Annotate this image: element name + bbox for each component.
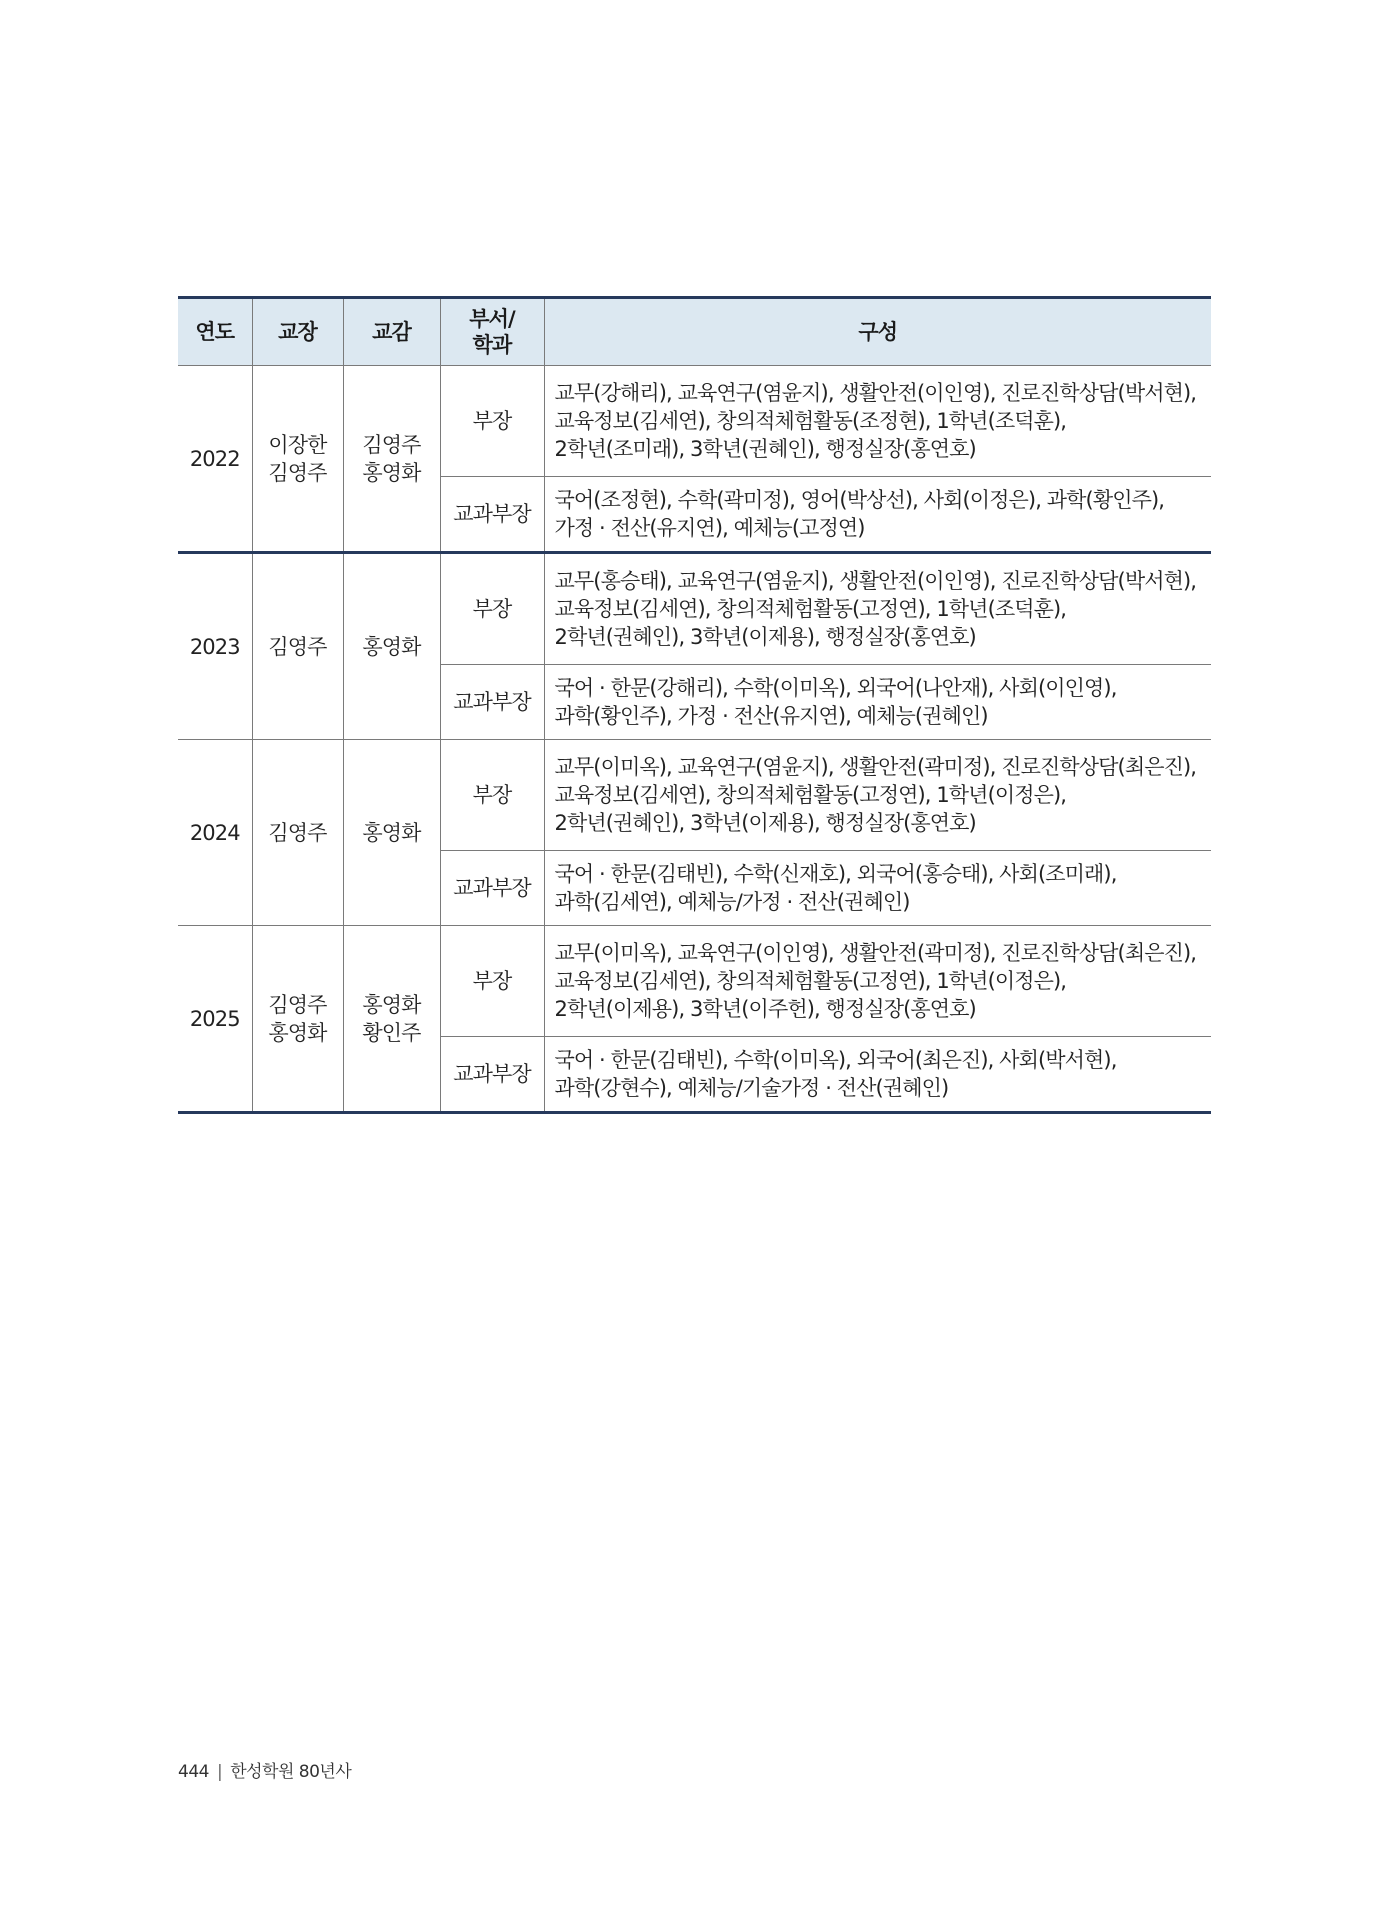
vice-principal-cell: 홍영화: [343, 740, 440, 926]
composition-cell: 교무(홍승태), 교육연구(염윤지), 생활안전(이인영), 진로진학상담(박서현), 교육정보(김세연), 창의적체험활동(고정연), 1학년(조덕훈), 2학년(권혜인), 3학년(이제용), 행정실장(홍연호): [544, 553, 1211, 665]
principal-cell: 김영주: [252, 740, 343, 926]
table-row-2024-heads: [178, 740, 1211, 851]
leadership-roster-table: [178, 296, 1211, 1114]
year-cell: 2025: [178, 926, 252, 1113]
composition-cell: 국어 · 한문(김태빈), 수학(이미옥), 외국어(최은진), 사회(박서현), 과학(강현수), 예체능/기술가정 · 전산(권혜인): [544, 1037, 1211, 1113]
table-row-2025-heads: [178, 926, 1211, 1037]
department-label-cell: 교과부장: [440, 1037, 544, 1113]
department-label-cell: 부장: [440, 366, 544, 477]
vice-principal-cell: 김영주 홍영화: [343, 366, 440, 553]
footer-separator: |: [216, 1762, 223, 1782]
composition-cell: 국어(조정현), 수학(곽미정), 영어(박상선), 사회(이정은), 과학(황인주), 가정 · 전산(유지연), 예체능(고정연): [544, 477, 1211, 553]
department-label-cell: 교과부장: [440, 851, 544, 926]
year-cell: 2023: [178, 553, 252, 740]
vice-principal-cell: 홍영화 황인주: [343, 926, 440, 1113]
header-vice-principal: 교감: [343, 298, 440, 366]
principal-cell: 김영주 홍영화: [252, 926, 343, 1113]
vice-principal-cell: 홍영화: [343, 553, 440, 740]
header-year: 연도: [178, 298, 252, 366]
header-principal: 교장: [252, 298, 343, 366]
department-label-cell: 부장: [440, 926, 544, 1037]
principal-cell: 김영주: [252, 553, 343, 740]
table-row-2023-heads: [178, 553, 1211, 665]
principal-cell: 이장한 김영주: [252, 366, 343, 553]
composition-cell: 교무(이미옥), 교육연구(염윤지), 생활안전(곽미정), 진로진학상담(최은진), 교육정보(김세연), 창의적체험활동(고정연), 1학년(이정은), 2학년(권혜인), 3학년(이제용), 행정실장(홍연호): [544, 740, 1211, 851]
department-label-cell: 교과부장: [440, 665, 544, 740]
composition-cell: 국어 · 한문(김태빈), 수학(신재호), 외국어(홍승태), 사회(조미래), 과학(김세연), 예체능/가정 · 전산(권혜인): [544, 851, 1211, 926]
department-label-cell: 부장: [440, 740, 544, 851]
table-row-2022-heads: [178, 366, 1211, 477]
composition-cell: 교무(강해리), 교육연구(염윤지), 생활안전(이인영), 진로진학상담(박서현), 교육정보(김세연), 창의적체험활동(조정현), 1학년(조덕훈), 2학년(조미래), 3학년(권혜인), 행정실장(홍연호): [544, 366, 1211, 477]
table-header-row: [178, 298, 1211, 366]
department-label-cell: 부장: [440, 553, 544, 665]
year-cell: 2024: [178, 740, 252, 926]
page-footer: [178, 1757, 351, 1782]
header-department: 부서/ 학과: [440, 298, 544, 366]
header-composition: 구성: [544, 298, 1211, 366]
page-number: 444: [178, 1762, 209, 1782]
book-title: 한성학원 80년사: [230, 1762, 352, 1782]
composition-cell: 교무(이미옥), 교육연구(이인영), 생활안전(곽미정), 진로진학상담(최은진), 교육정보(김세연), 창의적체험활동(고정연), 1학년(이정은), 2학년(이제용), 3학년(이주헌), 행정실장(홍연호): [544, 926, 1211, 1037]
year-cell: 2022: [178, 366, 252, 553]
department-label-cell: 교과부장: [440, 477, 544, 553]
composition-cell: 국어 · 한문(강해리), 수학(이미옥), 외국어(나안재), 사회(이인영), 과학(황인주), 가정 · 전산(유지연), 예체능(권혜인): [544, 665, 1211, 740]
